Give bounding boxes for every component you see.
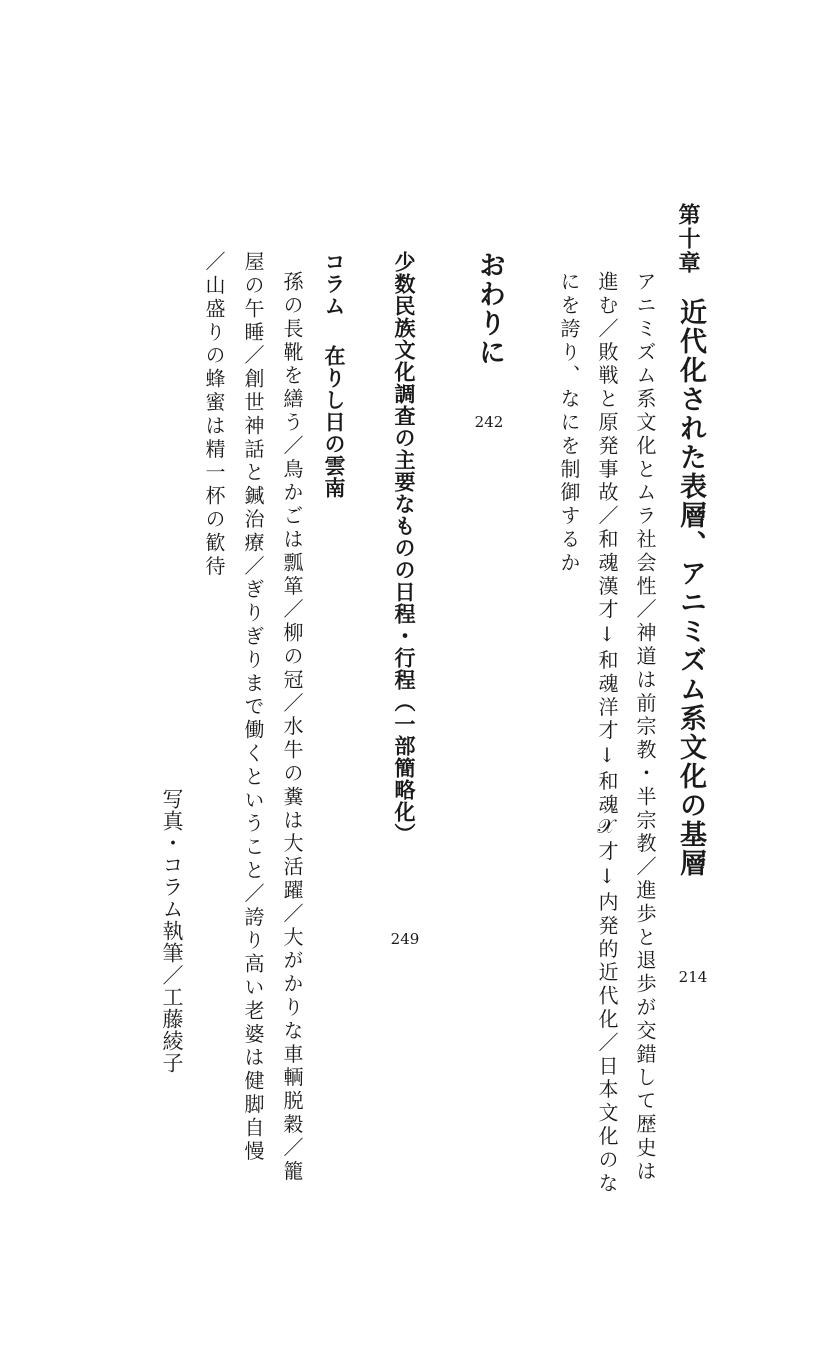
- credit-text: 写真・コラム執筆／工藤綾子: [160, 788, 184, 1074]
- chapter-body-line-1: アニミズム系文化とムラ社会性／神道は前宗教・半宗教／進歩と退歩が交錯して歴史は: [633, 271, 657, 1184]
- owarini-page-number: 242: [474, 413, 504, 431]
- chapter-body-line-3: にを誇り、なにを制御するか: [557, 271, 581, 576]
- owarini-title: おわりに: [474, 251, 505, 367]
- chapter-number: 第十章: [675, 203, 701, 275]
- chapter-page-number: 214: [678, 968, 708, 986]
- chapter-title: 近代化された表層、アニミズム系文化の基層: [675, 298, 706, 878]
- chapter-body-line-2: 進む／敗戦と原発事故／和魂漢才↓和魂洋才↓和魂𝒳才↓内発的近代化／日本文化のな: [595, 271, 619, 1196]
- column-label: コラム: [322, 251, 347, 317]
- column-body-line-3: ／山盛りの蜂蜜は精一杯の歓待: [202, 251, 226, 579]
- column-title: 在りし日の雲南: [322, 345, 347, 499]
- column-body-line-1: 孫の長靴を繕う／鳥かごは瓢箪／柳の冠／水牛の糞は大活躍／大がかりな車輌脱穀／籠: [280, 271, 304, 1184]
- schedule-title: 少数民族文化調査の主要なものの日程・行程（一部簡略化）: [392, 251, 417, 845]
- schedule-page-number: 249: [390, 930, 420, 948]
- column-body-line-2: 屋の午睡／創世神話と鍼治療／ぎりぎりまで働くということ／誇り高い老婆は健脚自慢: [241, 251, 265, 1164]
